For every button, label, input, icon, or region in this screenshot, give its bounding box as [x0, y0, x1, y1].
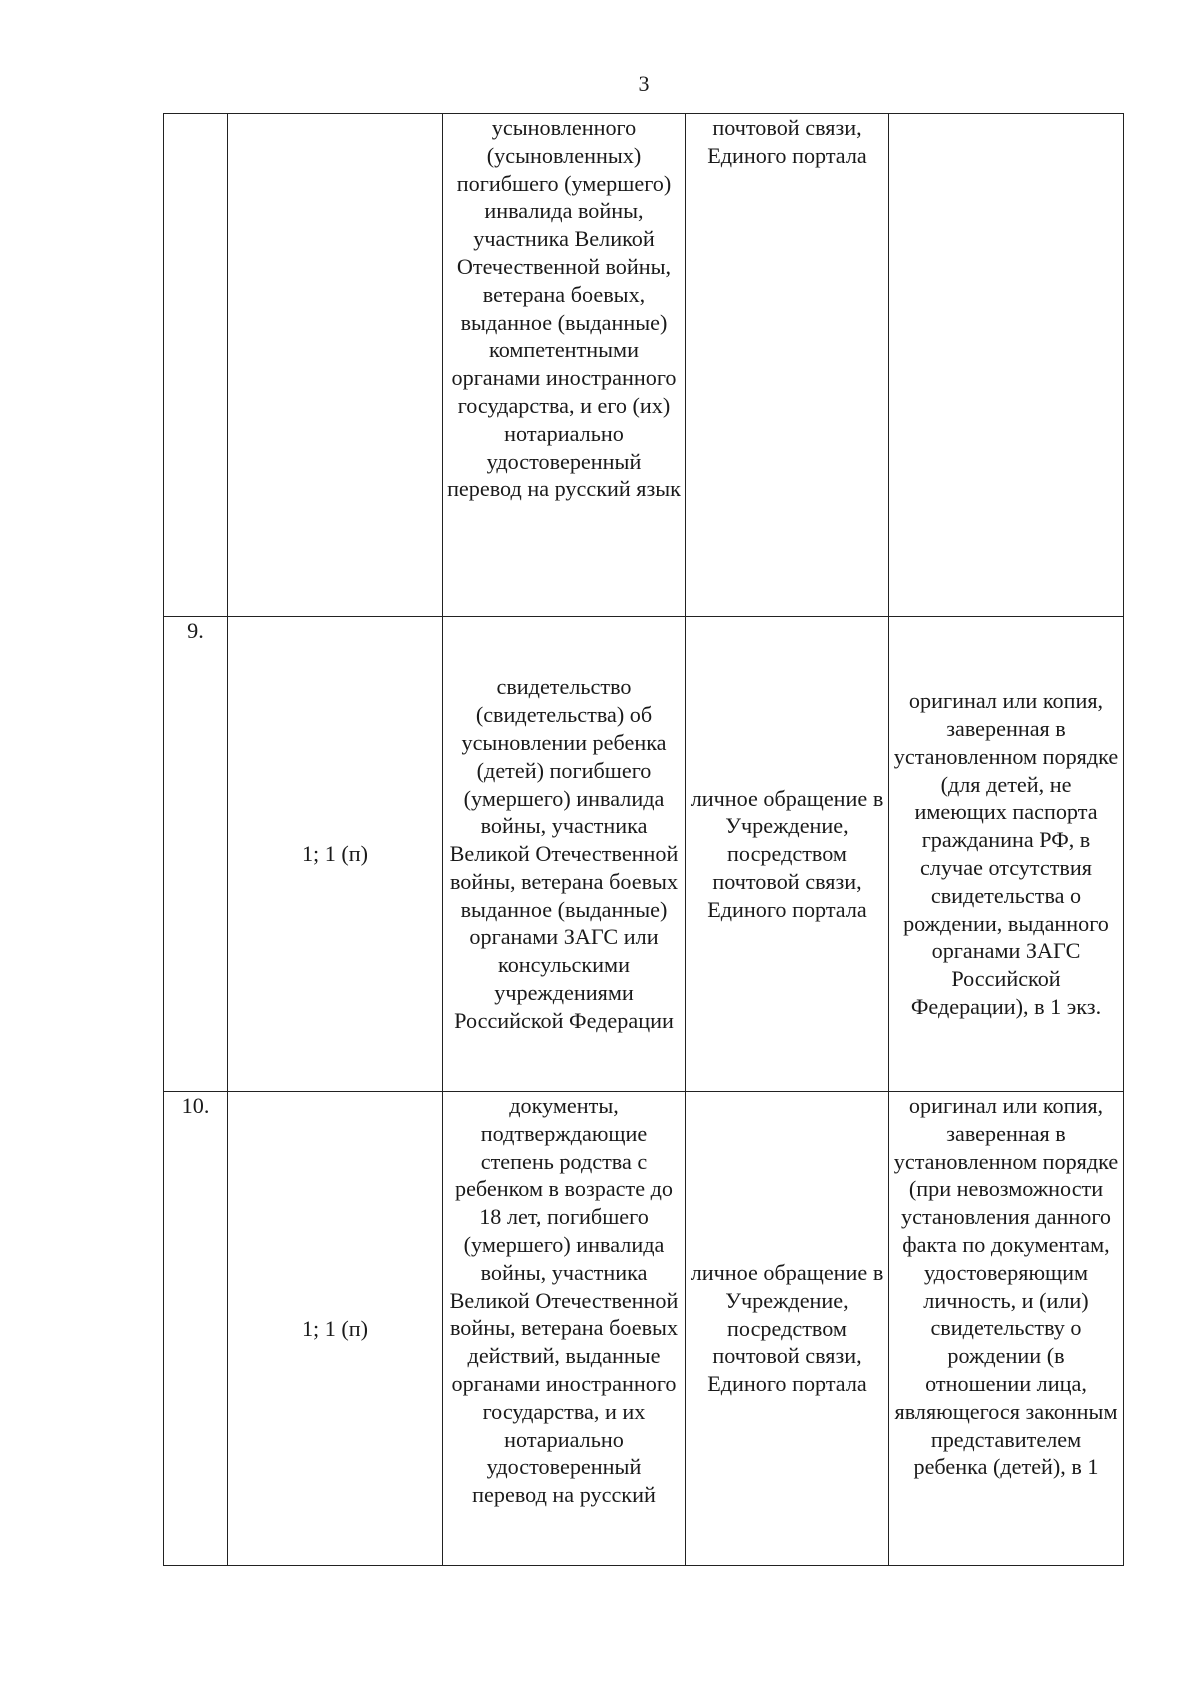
submission-method-text: личное обращение в Учреждение, посредством почтовой связи, Единого портала: [690, 1260, 884, 1397]
form-cell: [889, 114, 1124, 617]
document-text: документы, подтверждающие степень родства с ребенком в возрасте до 18 лет, погибшего (умершего) инвалида войны, участника Великой Отечественной войны, ветерана боевых действий, выданные органами иностранного государства, и их нотариально удостоверенный перевод на русский: [449, 1093, 679, 1508]
table-row: [164, 617, 1124, 1092]
code-cell: [228, 114, 443, 617]
document-text: свидетельство (свидетельства) об усыновлении ребенка (детей) погибшего (умершего) инвалида войны, участника Великой Отечественной войны, ветерана боевых выданное (выданные) органами ЗАГС или консульскими учреждениями Российской Федерации: [449, 674, 679, 1033]
code-cell: 1; 1 (п): [228, 617, 443, 1092]
documents-table: [163, 113, 1124, 1566]
table-row: [164, 1092, 1124, 1566]
submission-method-cell: [686, 1092, 889, 1566]
code-cell: 1; 1 (п): [228, 1092, 443, 1566]
submission-method-text: почтовой связи, Единого портала: [707, 115, 867, 168]
document-text: усыновленного (усыновленных) погибшего (умершего) инвалида войны, участника Великой Отечественной войны, ветерана боевых, выданное (выданные) компетентными органами иностранного государства, и его (их) нотариально удостоверенный перевод на русский язык: [447, 115, 681, 502]
row-number-cell: 10.: [164, 1092, 228, 1566]
document-cell: [443, 114, 686, 617]
document-cell: [443, 617, 686, 1092]
submission-method-cell: [686, 114, 889, 617]
row-number-cell: 9.: [164, 617, 228, 1092]
document-cell: [443, 1092, 686, 1566]
form-cell: [889, 1092, 1124, 1566]
row-number-cell: [164, 114, 228, 617]
page-number: 3: [638, 71, 650, 96]
submission-method-cell: [686, 617, 889, 1092]
form-text: оригинал или копия, заверенная в установленном порядке (для детей, не имеющих паспорта гражданина РФ, в случае отсутствия свидетельства о рождении, выданного органами ЗАГС Российской Федерации), в 1 экз.: [893, 688, 1119, 1019]
table-row: [164, 114, 1124, 617]
form-text: оригинал или копия, заверенная в установленном порядке (при невозможности установления данного факта по документам, удостоверяющим личность, и (или) свидетельству о рождении (в отношении лица, являющегося законным представителем ребенка (детей), в 1: [893, 1093, 1119, 1480]
submission-method-text: личное обращение в Учреждение, посредством почтовой связи, Единого портала: [690, 785, 884, 922]
form-cell: [889, 617, 1124, 1092]
